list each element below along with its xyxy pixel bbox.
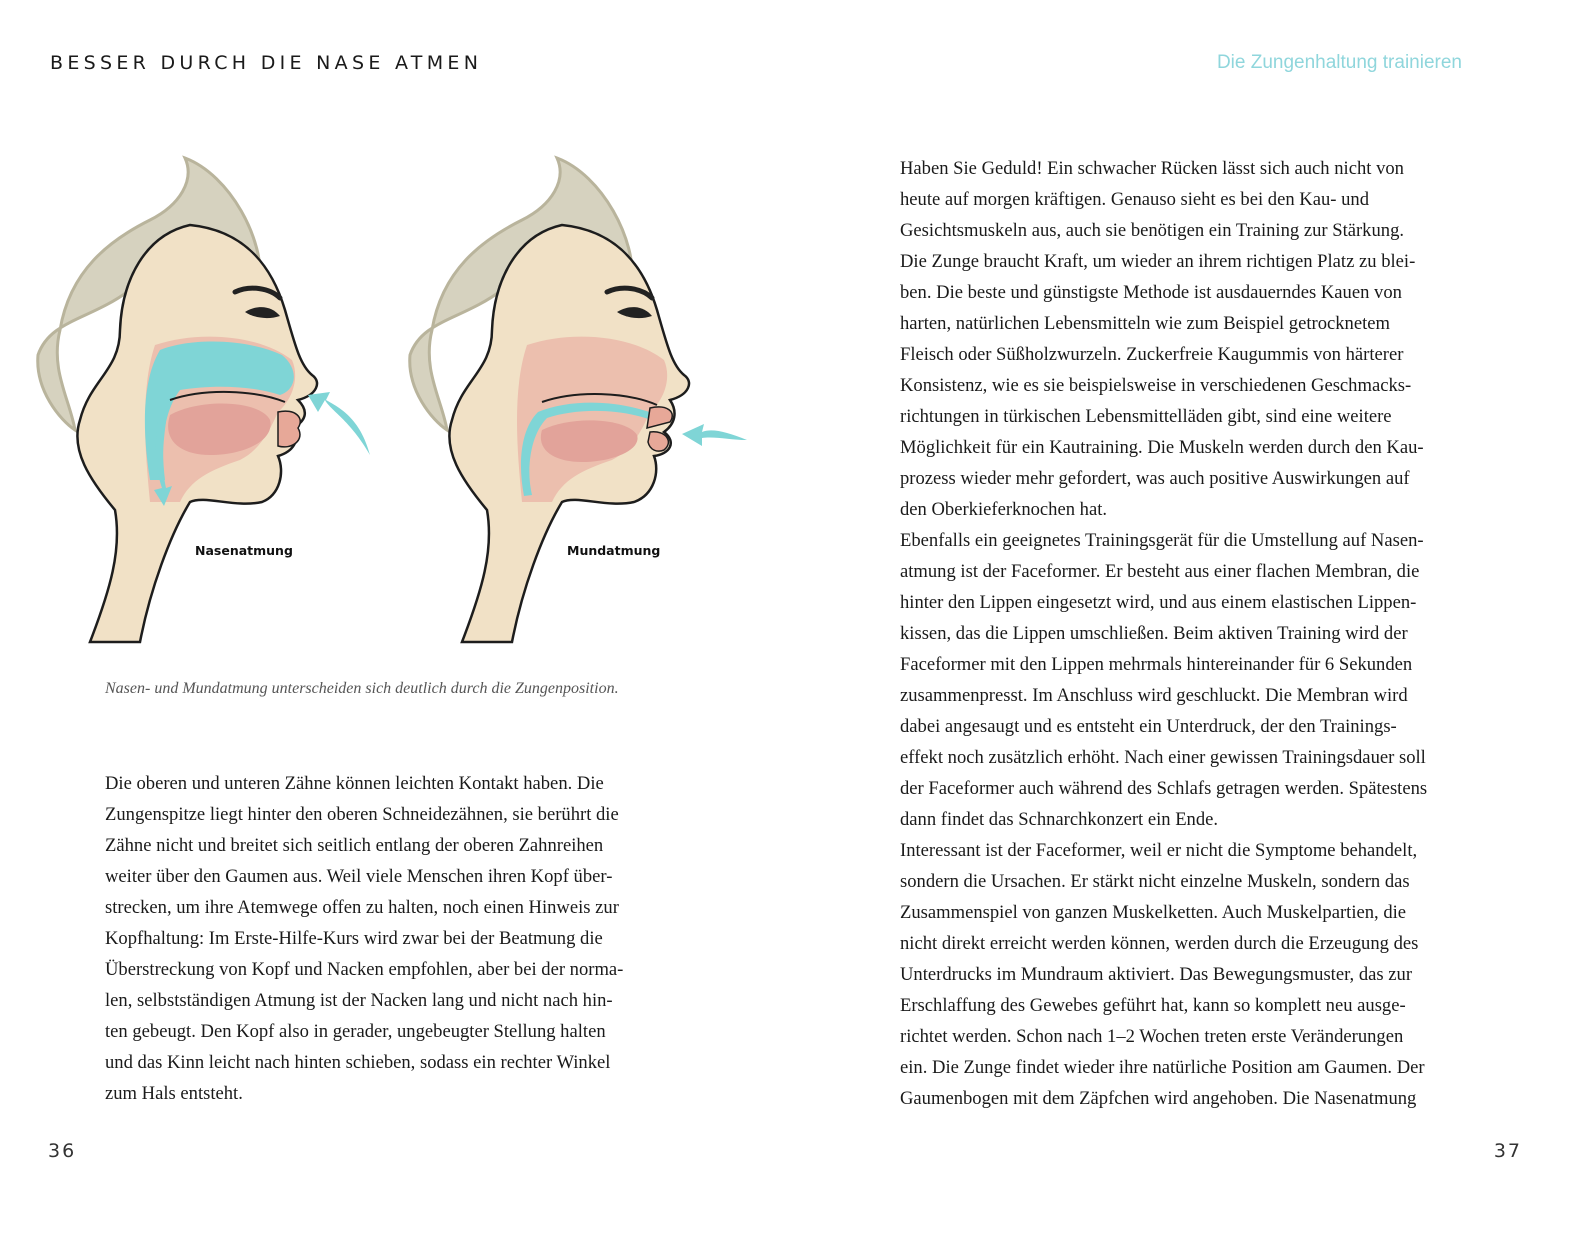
text-line: Gesichtsmuskeln aus, auch sie benötigen ein Training zur Stärkung. (900, 220, 1405, 241)
text-line: harten, natürlichen Lebensmitteln wie zum Beispiel getrocknetem (900, 313, 1390, 334)
text-line: richtet werden. Schon nach 1–2 Wochen treten erste Veränderungen (900, 1026, 1404, 1047)
text-line: Zungenspitze liegt hinter den oberen Schneidezähnen, sie berührt die (105, 804, 619, 825)
text-line: strecken, um ihre Atemwege offen zu halten, noch einen Hinweis zur (105, 897, 619, 918)
text-line: zusammenpresst. Im Anschluss wird geschluckt. Die Membran wird (900, 685, 1408, 706)
text-line: den Oberkieferknochen hat. (900, 499, 1108, 520)
text-line: Konsistenz, wie es sie beispielsweise in verschiedenen Geschmacks- (900, 375, 1412, 396)
page-number-left: 36 (48, 1140, 77, 1162)
text-line: dann findet das Schnarchkonzert ein Ende. (900, 809, 1219, 830)
left-column-body-text (105, 768, 675, 1109)
text-line: nicht direkt erreicht werden können, werden durch die Erzeugung des (900, 933, 1419, 954)
text-line: und das Kinn leicht nach hinten schieben, sodass ein rechter Winkel (105, 1052, 611, 1073)
text-line: Erschlaffung des Gewebes geführt hat, kann so komplett neu ausge- (900, 995, 1406, 1016)
text-line: heute auf morgen kräftigen. Genauso sieht es bei den Kau- und (900, 189, 1370, 210)
text-line: der Faceformer auch während des Schlafs getragen werden. Spätestens (900, 778, 1428, 799)
text-line: len, selbstständigen Atmung ist der Nacken lang und nicht nach hin- (105, 990, 613, 1011)
running-head-title: BESSER DURCH DIE NASE ATMEN (50, 52, 483, 74)
text-line: Faceformer mit den Lippen mehrmals hintereinander für 6 Sekunden (900, 654, 1413, 675)
text-line: Möglichkeit für ein Kautraining. Die Muskeln werden durch den Kau- (900, 437, 1424, 458)
text-line: kissen, das die Lippen umschließen. Beim aktiven Training wird der (900, 623, 1408, 644)
text-line: effekt noch zusätzlich erhöht. Nach einer gewissen Trainingsdauer soll (900, 747, 1426, 768)
text-line: Zusammenspiel von ganzen Muskelketten. Auch Muskelpartien, die (900, 902, 1407, 923)
figure-caption: Nasen- und Mundatmung unterscheiden sich deutlich durch die Zungenposition. (105, 680, 619, 697)
text-line: Die Zunge braucht Kraft, um wieder an ihrem richtigen Platz zu blei- (900, 251, 1416, 272)
head-mouth-breathing (410, 158, 747, 642)
lips-left (278, 411, 300, 447)
inflow-arrow-mouth-right (682, 424, 747, 446)
text-line: hinter den Lippen eingesetzt wird, und aus einem elastischen Lippen- (900, 592, 1417, 613)
text-line: prozess wieder mehr gefordert, was auch positive Auswirkungen auf (900, 468, 1410, 489)
text-line: Fleisch oder Süßholzwurzeln. Zuckerfreie Kaugummis von härterer (900, 344, 1404, 365)
text-line: Ebenfalls ein geeignetes Trainingsgerät für die Umstellung auf Nasen- (900, 530, 1424, 551)
text-line: dabei angesaugt und es entsteht ein Unterdruck, der den Trainings- (900, 716, 1397, 737)
text-line: ein. Die Zunge findet wieder ihre natürliche Position am Gaumen. Der (900, 1057, 1425, 1078)
page-number-right: 37 (1493, 1140, 1522, 1162)
text-line: ten gebeugt. Den Kopf also in gerader, ungebeugter Stellung halten (105, 1021, 606, 1042)
text-line: Unterdrucks im Mundraum aktiviert. Das Bewegungsmuster, das zur (900, 964, 1413, 985)
text-line: richtungen in türkischen Lebensmittelläden gibt, sind eine weitere (900, 406, 1392, 427)
text-line: Überstreckung von Kopf und Nacken empfohlen, aber bei der norma- (105, 959, 624, 980)
running-head-section: Die Zungenhaltung trainieren (1216, 52, 1462, 73)
text-line: Kopfhaltung: Im Erste-Hilfe-Kurs wird zwar bei der Beatmung die (105, 928, 603, 949)
text-line: Interessant ist der Faceformer, weil er nicht die Symptome behandelt, (900, 840, 1418, 861)
label-nasenatmung: Nasenatmung (195, 543, 293, 558)
text-line: weiter über den Gaumen aus. Weil viele Menschen ihren Kopf über- (105, 866, 613, 887)
inflow-arrow-nose-left (308, 392, 370, 455)
text-line: Die oberen und unteren Zähne können leichten Kontakt haben. Die (105, 773, 604, 794)
text-line: Haben Sie Geduld! Ein schwacher Rücken lässt sich auch nicht von (900, 158, 1404, 179)
text-line: ben. Die beste und günstigste Methode ist ausdauerndes Kauen von (900, 282, 1402, 303)
text-line: sondern die Ursachen. Er stärkt nicht einzelne Muskeln, sondern das (900, 871, 1410, 892)
label-mundatmung: Mundatmung (567, 543, 661, 558)
text-line: zum Hals entsteht. (105, 1083, 243, 1104)
breathing-illustration (30, 150, 770, 650)
head-nasal-breathing (38, 158, 370, 642)
text-line: atmung ist der Faceformer. Er besteht aus einer flachen Membran, die (900, 561, 1420, 582)
text-line: Gaumenbogen mit dem Zäpfchen wird angehoben. Die Nasenatmung (900, 1088, 1417, 1109)
right-column-body-text (900, 153, 1475, 1114)
text-line: Zähne nicht und breitet sich seitlich entlang der oberen Zahnreihen (105, 835, 604, 856)
